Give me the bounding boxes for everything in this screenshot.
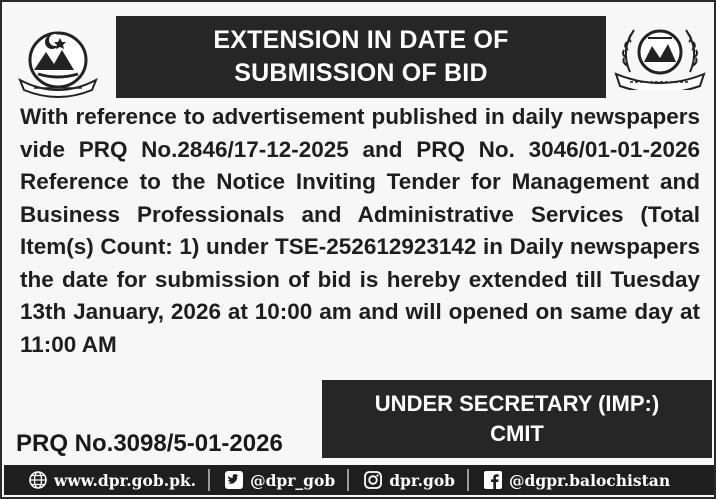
footer-website[interactable] [28, 470, 196, 490]
dgpr-balochistan-emblem-icon [610, 20, 710, 90]
footer-divider [208, 469, 210, 491]
prq-number: PRQ No.3098/5-01-2026 [16, 430, 283, 457]
facebook-handle[interactable]: @dgpr.balochistan [509, 470, 671, 490]
twitter-icon [224, 470, 244, 490]
signature-block [322, 380, 712, 458]
signatory-department: CMIT [490, 421, 544, 446]
twitter-handle[interactable]: @dpr_gob [250, 470, 336, 490]
instagram-icon [363, 470, 383, 490]
facebook-icon [483, 470, 503, 490]
footer-divider [347, 469, 349, 491]
website-link[interactable]: www.dpr.gob.pk. [54, 470, 197, 490]
signatory-designation: UNDER SECRETARY (IMP:) [374, 391, 660, 416]
footer-divider [467, 469, 469, 491]
balochistan-government-emblem-icon [16, 16, 100, 98]
footer-bar [4, 465, 714, 495]
footer-facebook[interactable] [483, 470, 670, 490]
footer-instagram[interactable] [363, 470, 455, 490]
notice-title: EXTENSION IN DATE OF SUBMISSION OF BID [116, 16, 606, 98]
globe-icon [28, 470, 48, 490]
notice-body: With reference to advertisement published in daily newspapers vide PRQ No.2846/17-12-2025 and PRQ No. 3046/01-01-2026 Reference to the Notice Inviting Tender for Management and Business Professionals and Administrative Services (Total Item(s) Count: 1) under TSE-252612923142 in Daily newspapers the date for submission of bid is hereby extended till Tuesday 13th January, 2026 at 10:00 am and will opened on same day at 11:00 AM [20, 104, 700, 357]
footer-twitter[interactable] [224, 470, 335, 490]
instagram-handle[interactable]: dpr.gob [389, 470, 456, 490]
